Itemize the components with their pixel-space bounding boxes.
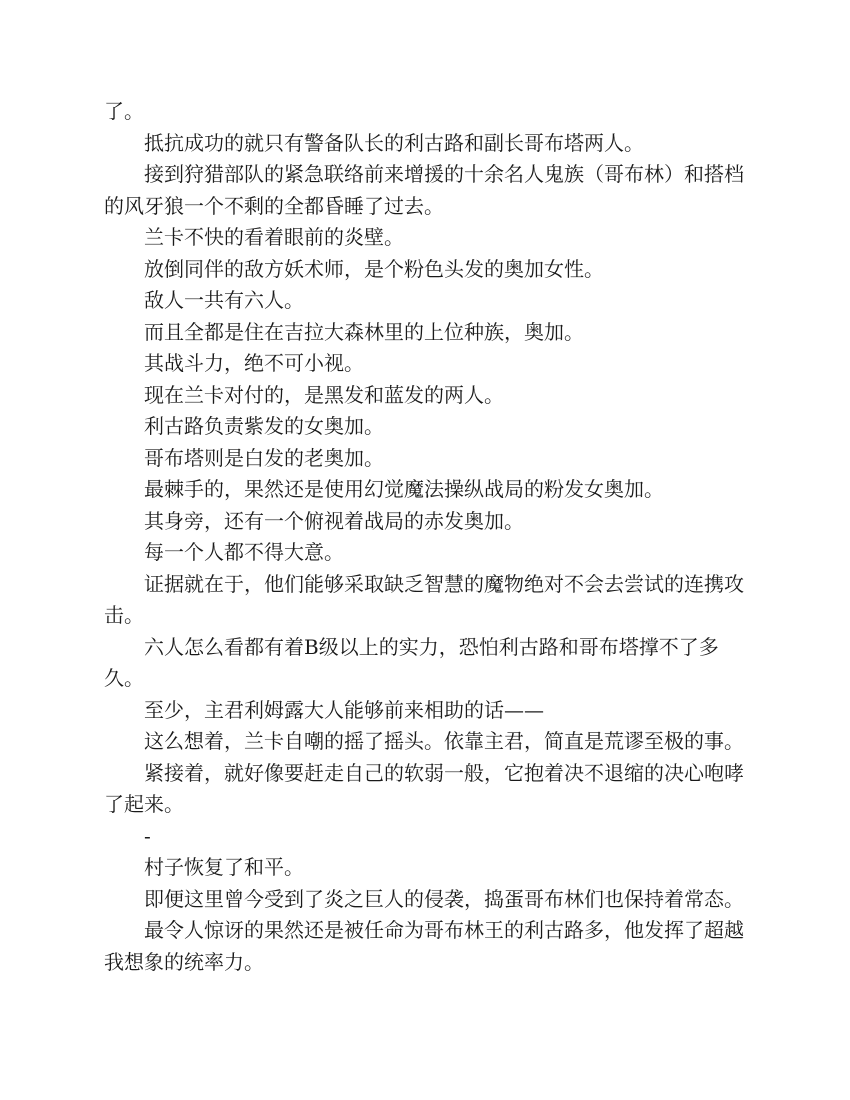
paragraph: 即便这里曾今受到了炎之巨人的侵袭，捣蛋哥布林们也保持着常态。	[144, 886, 744, 911]
paragraph: 放倒同伴的敌方妖术师，是个粉色头发的奥加女性。	[144, 256, 604, 281]
paragraph: 其战斗力，绝不可小视。	[144, 351, 364, 375]
paragraph: 至少，主君利姆露大人能够前来相助的话——	[144, 697, 544, 722]
paragraph: 兰卡不快的看着眼前的炎壁。	[144, 225, 404, 249]
paragraph: 利古路负责紫发的女奥加。	[144, 414, 384, 438]
document-page	[104, 96, 754, 978]
paragraph: 村子恢复了和平。	[144, 855, 304, 879]
paragraph: 而且全都是住在吉拉大森林里的上位种族，奥加。	[144, 319, 584, 344]
scene-break: -	[144, 823, 151, 848]
paragraph: 了。	[104, 99, 144, 123]
paragraph: 接到狩猎部队的紧急联络前来增援的十余名人鬼族（哥布林）和搭档的风牙狼一个不剩的全都昏睡了过去。	[104, 162, 744, 218]
paragraph: 证据就在于，他们能够采取缺乏智慧的魔物绝对不会去尝试的连携攻击。	[104, 571, 744, 627]
paragraph: 抵抗成功的就只有警备队长的利古路和副长哥布塔两人。	[144, 130, 644, 155]
paragraph: 敌人一共有六人。	[144, 288, 304, 312]
paragraph: 哥布塔则是白发的老奥加。	[144, 445, 384, 470]
paragraph: 紧接着，就好像要赶走自己的软弱一般，它抱着决不退缩的决心咆哮了起来。	[104, 760, 744, 816]
paragraph: 最棘手的，果然还是使用幻觉魔法操纵战局的粉发女奥加。	[144, 477, 664, 501]
paragraph: 现在兰卡对付的，是黑发和蓝发的两人。	[144, 382, 504, 407]
paragraph: 这么想着，兰卡自嘲的摇了摇头。依靠主君，简直是荒谬至极的事。	[144, 729, 744, 753]
paragraph: 每一个人都不得大意。	[144, 540, 344, 564]
paragraph: 六人怎么看都有着B级以上的实力，恐怕利古路和哥布塔撑不了多久。	[104, 634, 719, 690]
paragraph: 其身旁，还有一个俯视着战局的赤发奥加。	[144, 508, 524, 533]
paragraph: 最令人惊讶的果然还是被任命为哥布林王的利古路多，他发挥了超越我想象的统率力。	[104, 918, 744, 974]
